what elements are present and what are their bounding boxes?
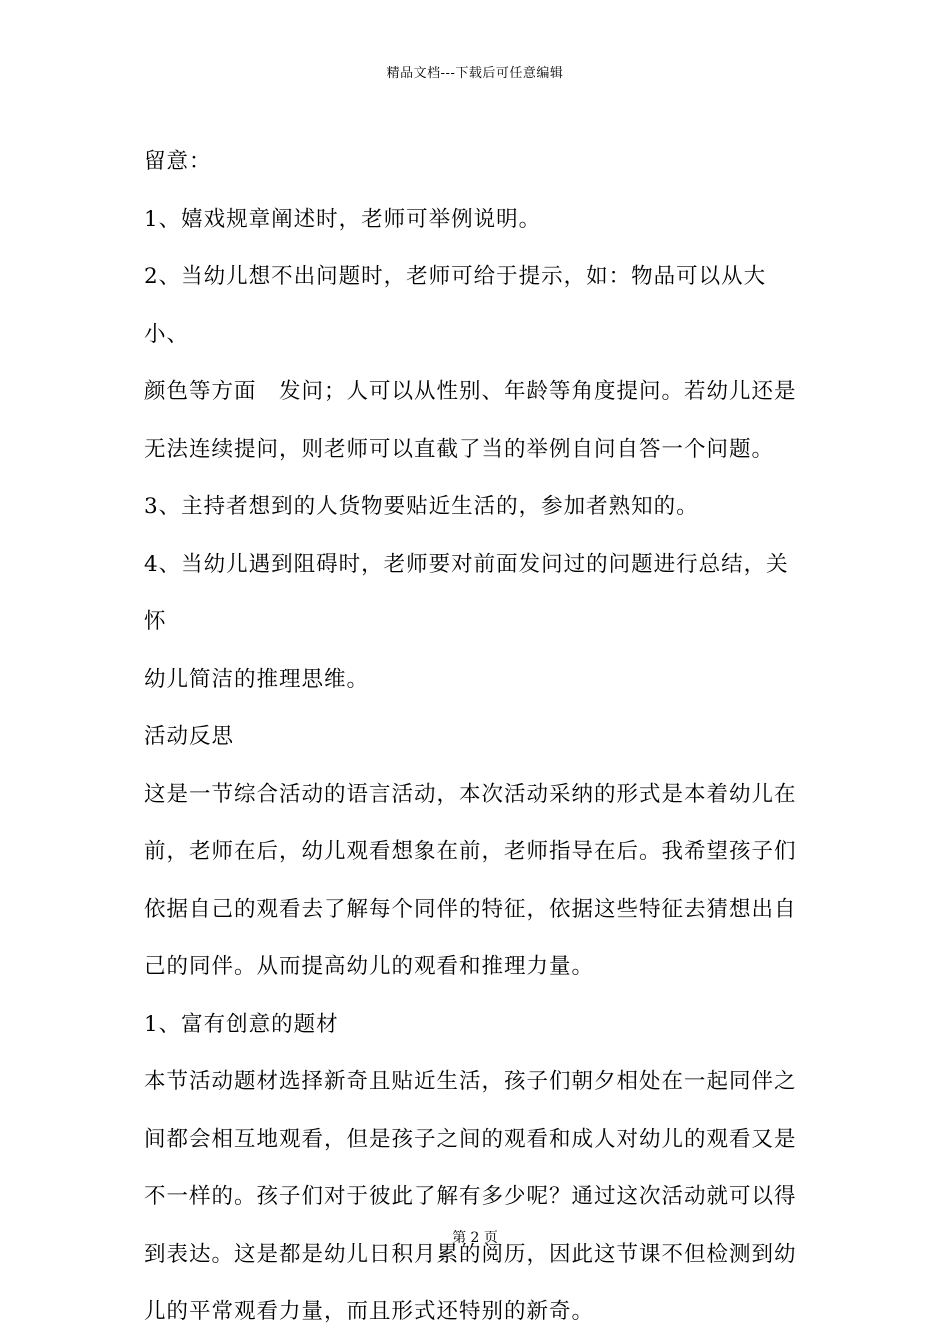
page-header: 精品文档---下载后可任意编辑 [386,66,564,81]
subsection-heading: 1、富有创意的题材 [144,1011,339,1037]
text-line: 留意： [144,149,212,174]
text-line: 2、当幼儿想不出问题时，老师可给于提示，如：物品可以从大小、 [144,264,767,347]
text-line: 颜色等方面 发问；人可以从性别、年龄等角度提问。若幼儿还是 [144,379,797,404]
text-line: 1、嬉戏规章阐述时，老师可举例说明。 [144,206,542,232]
text-line: 依据自己的观看去了解每个同伴的特征，依据这些特征去猜想出自 [144,896,797,922]
text-line: 本节活动题材选择新奇且贴近生活，孩子们朝夕相处在一起同伴之 [144,1069,797,1094]
text-line: 到表达。这是都是幼儿日积月累的阅历，因此这节课不但检测到幼 [144,1241,797,1267]
text-line: 间都会相互地观看，但是孩子之间的观看和成人对幼儿的观看又是 [144,1126,797,1152]
text-line: 3、主持者想到的人货物要贴近生活的，参加者熟知的。 [144,494,699,519]
text-line: 前，老师在后，幼儿观看想象在前，老师指导在后。我希望孩子们 [144,839,797,864]
text-line: 己的同伴。从而提高幼儿的观看和推理力量。 [144,954,595,979]
text-line: 不一样的。孩子们对于彼此了解有多少呢？通过这次活动就可以得 [144,1184,797,1209]
text-line: 幼儿简洁的推理思维。 [144,666,370,692]
text-line: 这是一节综合活动的语言活动，本次活动采纳的形式是本着幼儿在 [144,781,797,807]
section-heading: 活动反思 [144,724,235,749]
text-line: 4、当幼儿遇到阻碍时，老师要对前面发问过的问题进行总结，关怀 [144,551,789,634]
document-body [144,133,810,1341]
text-line: 儿的平常观看力量，而且形式还特别的新奇。 [144,1299,595,1324]
page-number: 第 2 页 [452,1230,498,1246]
text-line: 无法连续提问，则老师可以直截了当的举例自问自答一个问题。 [144,436,775,462]
